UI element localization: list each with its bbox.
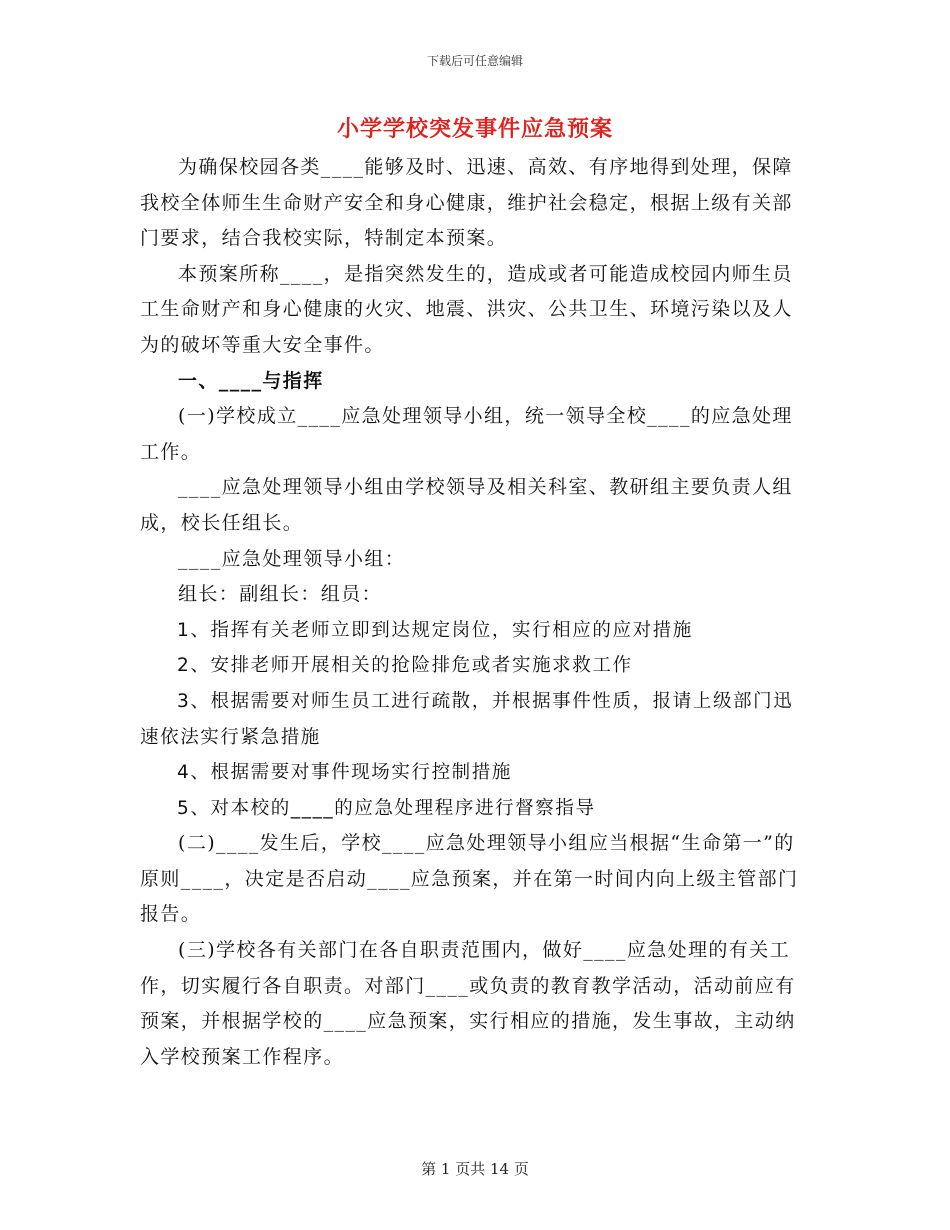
document-title: 小学学校突发事件应急预案: [336, 116, 613, 142]
paragraph-group-label: ____应急处理领导小组：: [178, 547, 406, 570]
list-item-3: 3、根据需要对师生员工进行疏散，并根据事件性质，报请上级部门迅速依法实行紧急措施: [140, 690, 794, 748]
document-body: [140, 150, 808, 1075]
paragraph-1-2: (二)____发生后，学校____应急处理领导小组应当根据“生命第一”的原则____，决定是否启动____应急预案，并在第一时间内向上级主管部门报告。: [140, 832, 799, 926]
page-footer: 第 1 页共 14 页: [421, 1160, 529, 1178]
list-item-2: 2、安排老师开展相关的抢险排危或者实施求救工作: [177, 655, 633, 677]
list-item-1: 1、指挥有关老师立即到达规定岗位，实行相应的应对措施: [177, 619, 693, 641]
header-note: 下载后可任意编辑: [426, 54, 523, 68]
paragraph-intro: 为确保校园各类____能够及时、迅速、高效、有序地得到处理，保障我校全体师生生命财产安全和身心健康，维护社会稳定，根据上级有关部门要求，结合我校实际，特制定本预案。: [140, 156, 793, 250]
list-item-4: 4、根据需要对事件现场实行控制措施: [177, 762, 512, 784]
paragraph-1-3: (三)学校各有关部门在各自职责范围内，做好____应急处理的有关工作，切实履行各自职责。对部门____或负责的教育教学活动，活动前应有预案，并根据学校的____应急预案，实行相应的措施，发生事故，主动纳入学校预案工作程序。: [140, 939, 796, 1068]
paragraph-definition: 本预案所称____，是指突然发生的，造成或者可能造成校园内师生员工生命财产和身心健康的火灾、地震、洪灾、公共卫生、环境污染以及人为的破坏等重大安全事件。: [140, 262, 793, 356]
paragraph-group-composition: ____应急处理领导小组由学校领导及相关科室、教研组主要负责人组成，校长任组长。: [140, 476, 793, 534]
section-heading-1: 一、____与指挥: [178, 369, 324, 392]
paragraph-1-1: (一)学校成立____应急处理领导小组，统一领导全校____的应急处理工作。: [140, 405, 793, 463]
list-item-5: 5、对本校的____的应急处理程序进行督察指导: [177, 797, 596, 819]
paragraph-group-members: 组长：副组长：组员：: [178, 583, 383, 606]
